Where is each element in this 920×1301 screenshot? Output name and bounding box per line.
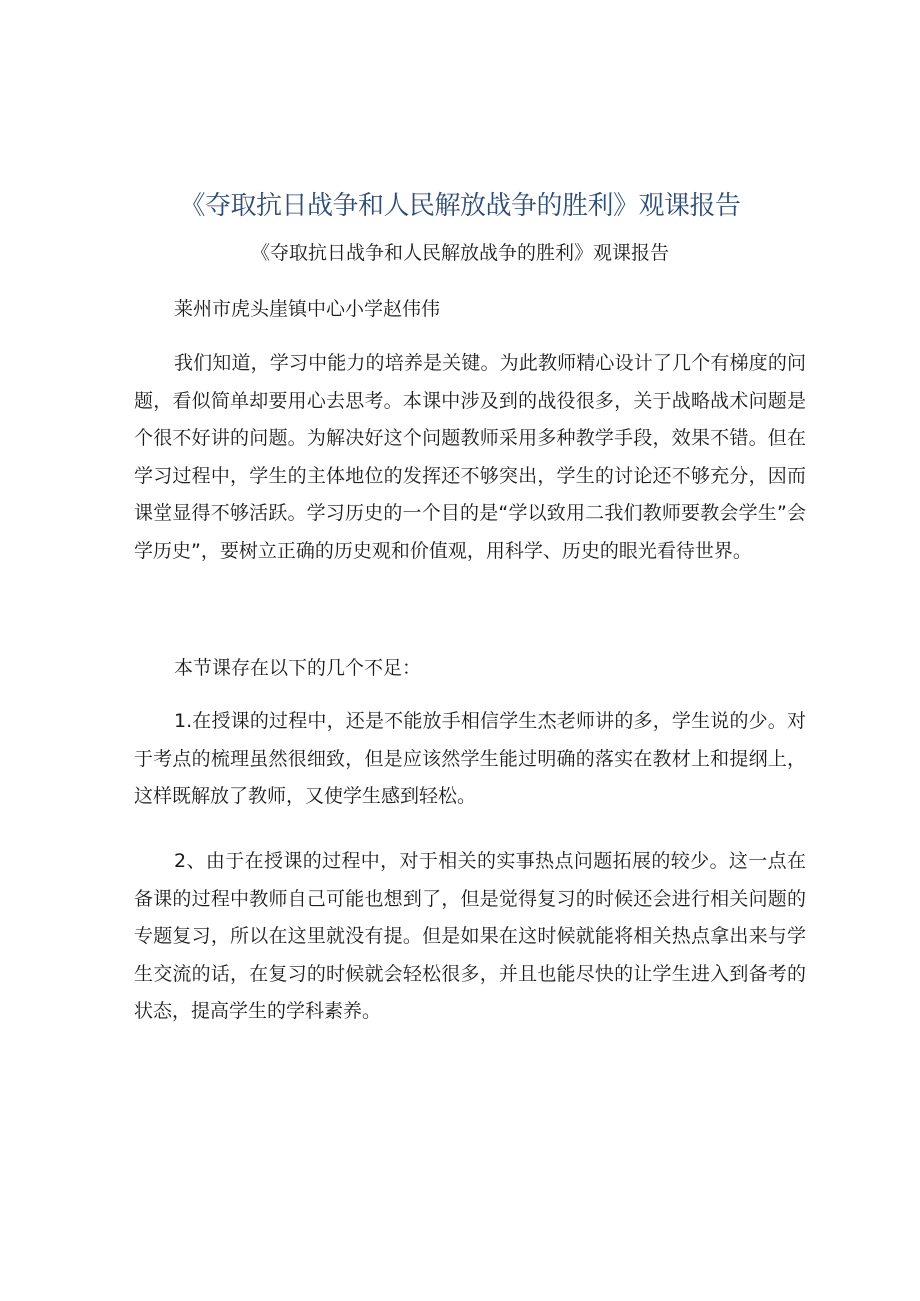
author-line: 莱州市虎头崖镇中心小学赵伟伟 — [174, 298, 441, 320]
paragraph-4: 2、由于在授课的过程中，对于相关的实事热点问题拓展的较少。这一点在备课的过程中教师自己可能也想到了，但是觉得复习的时候还会进行相关问题的专题复习，所以在这里就没有提。但是如果在这时候就能将相关热点拿出来与学生交流的话，在复习的时候就会轻松很多，并且也能尽快的让学生进入到备考的状态，提高学生的学科素养。 — [134, 850, 806, 1022]
paragraph-1: 我们知道，学习中能力的培养是关键。为此教师精心设计了几个有梯度的问题，看似简单却要用心去思考。本课中涉及到的战役很多，关于战略战术问题是个很不好讲的问题。为解决好这个问题教师采用多种教学手段，效果不错。但在学习过程中，学生的主体地位的发挥还不够突出，学生的讨论还不够充分，因而课堂显得不够活跃。学习历史的一个目的是“学以致用二我们教师要教会学生”会学历史”，要树立正确的历史观和价值观，用科学、历史的眼光看待世界。 — [134, 352, 806, 562]
document-title: 《夺取抗日战争和人民解放战争的胜利》观课报告 — [179, 191, 741, 221]
document-subtitle: 《夺取抗日战争和人民解放战争的胜利》观课报告 — [250, 242, 669, 264]
paragraph-2: 本节课存在以下的几个不足： — [174, 657, 422, 679]
paragraph-3: 1.在授课的过程中，还是不能放手相信学生杰老师讲的多，学生说的少。对于考点的梳理虽然很细致，但是应该然学生能过明确的落实在教材上和提纲上，这样既解放了教师，又使学生感到轻松。 — [134, 710, 806, 807]
